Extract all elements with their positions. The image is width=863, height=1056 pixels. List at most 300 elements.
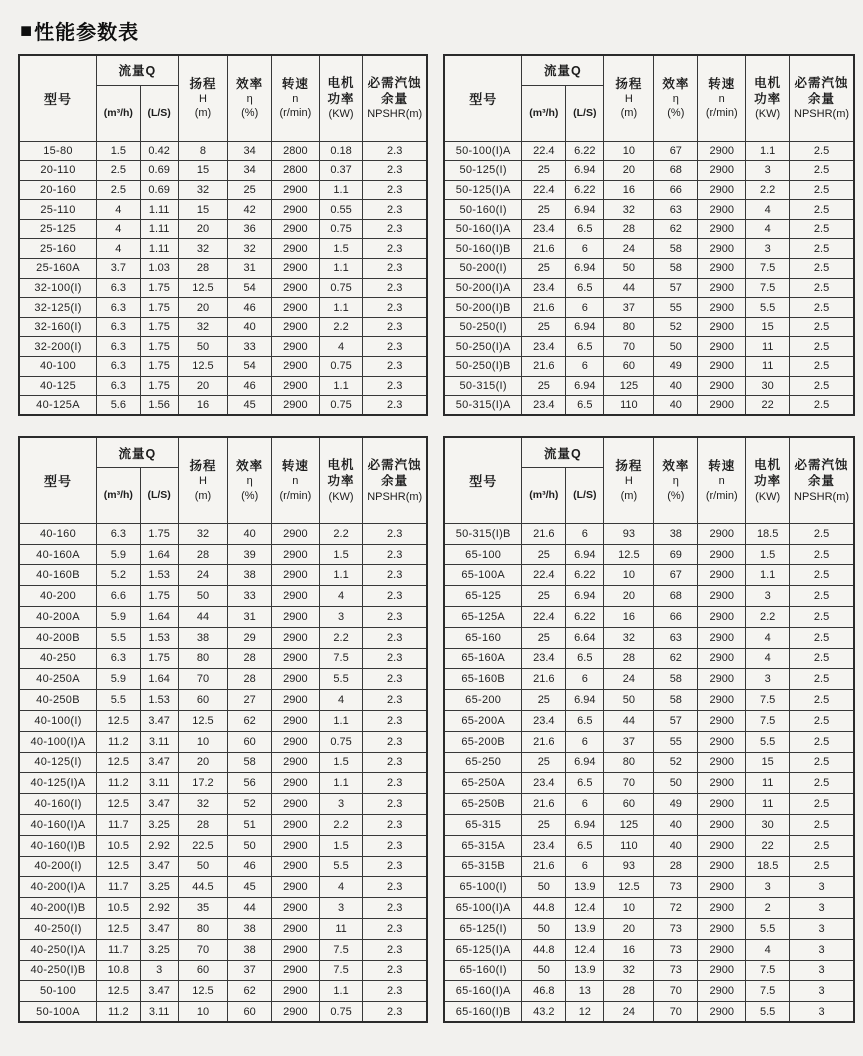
value-cell: 20 — [178, 376, 228, 396]
table-row — [19, 669, 427, 690]
header-line: 效率 — [662, 459, 690, 474]
table-row — [444, 752, 854, 773]
value-cell: 20 — [604, 161, 654, 181]
value-cell: 2.2 — [319, 523, 363, 544]
value-cell: 3.11 — [140, 773, 178, 794]
model-cell: 32-160(I) — [19, 317, 97, 337]
pump-table-bottom-left — [18, 436, 428, 1023]
value-cell: 1.1 — [319, 773, 363, 794]
value-cell: 32 — [178, 794, 228, 815]
value-cell: 110 — [604, 835, 654, 856]
value-cell: 3 — [140, 960, 178, 981]
table-row — [444, 180, 854, 200]
table-row — [19, 731, 427, 752]
value-cell: 24 — [604, 239, 654, 259]
value-cell: 2.3 — [363, 141, 427, 161]
value-cell: 24 — [178, 565, 228, 586]
value-cell: 2900 — [698, 648, 746, 669]
value-cell: 2900 — [272, 396, 320, 416]
table-row — [19, 960, 427, 981]
col-header-speed — [272, 437, 320, 523]
value-cell: 11 — [746, 357, 790, 377]
value-cell: 2.5 — [790, 200, 854, 220]
model-cell: 50-100A — [19, 1002, 97, 1023]
value-cell: 1.1 — [319, 298, 363, 318]
value-cell: 28 — [228, 648, 272, 669]
value-cell: 2.3 — [363, 690, 427, 711]
value-cell: 5.5 — [319, 856, 363, 877]
value-cell: 4 — [746, 648, 790, 669]
value-cell: 25 — [228, 180, 272, 200]
value-cell: 2.3 — [363, 278, 427, 298]
value-cell: 2.3 — [363, 1002, 427, 1023]
table-row — [19, 814, 427, 835]
value-cell: 46 — [228, 856, 272, 877]
value-cell: 2.5 — [97, 180, 141, 200]
table-row — [19, 200, 427, 220]
model-cell: 40-200(I)A — [19, 877, 97, 898]
table-row — [19, 337, 427, 357]
header-line: (m) — [194, 107, 212, 120]
value-cell: 42 — [228, 200, 272, 220]
value-cell: 2900 — [272, 180, 320, 200]
value-cell: 2900 — [272, 565, 320, 586]
value-cell: 1.75 — [140, 648, 178, 669]
value-cell: 2900 — [698, 298, 746, 318]
value-cell: 4 — [746, 627, 790, 648]
model-cell: 65-100(I)A — [444, 898, 522, 919]
value-cell: 5.9 — [97, 544, 141, 565]
header-line: (%) — [667, 489, 685, 502]
model-cell: 65-160 — [444, 627, 522, 648]
value-cell: 5.5 — [746, 298, 790, 318]
col-header-head — [178, 437, 228, 523]
table-row — [444, 337, 854, 357]
value-cell: 2900 — [272, 337, 320, 357]
value-cell: 2.5 — [790, 627, 854, 648]
value-cell: 2.3 — [363, 337, 427, 357]
value-cell: 44 — [228, 898, 272, 919]
value-cell: 2900 — [698, 200, 746, 220]
value-cell: 62 — [654, 219, 698, 239]
value-cell: 17.2 — [178, 773, 228, 794]
col-header-model: 型号 — [444, 437, 522, 523]
value-cell: 2900 — [698, 752, 746, 773]
value-cell: 3.11 — [140, 1002, 178, 1023]
table-row — [444, 648, 854, 669]
value-cell: 22.4 — [522, 565, 566, 586]
value-cell: 2.3 — [363, 357, 427, 377]
value-cell: 6.22 — [566, 565, 604, 586]
model-cell: 20-110 — [19, 161, 97, 181]
model-cell: 65-250B — [444, 794, 522, 815]
value-cell: 2.3 — [363, 731, 427, 752]
value-cell: 25 — [522, 200, 566, 220]
pump-table-top-left — [18, 54, 428, 416]
table-body — [19, 523, 427, 1022]
value-cell: 2900 — [698, 710, 746, 731]
header-line: 功率 — [754, 474, 782, 489]
model-cell: 40-250(I)B — [19, 960, 97, 981]
col-header-head — [604, 55, 654, 141]
model-cell: 50-315(I) — [444, 376, 522, 396]
value-cell: 2.3 — [363, 200, 427, 220]
value-cell: 6.3 — [97, 278, 141, 298]
value-cell: 2.3 — [363, 669, 427, 690]
table-row — [19, 544, 427, 565]
pump-table-top-right — [443, 54, 855, 416]
value-cell: 25 — [522, 690, 566, 711]
value-cell: 1.5 — [319, 239, 363, 259]
value-cell: 2900 — [698, 219, 746, 239]
value-cell: 11 — [746, 794, 790, 815]
value-cell: 63 — [654, 200, 698, 220]
value-cell: 21.6 — [522, 298, 566, 318]
header-line: (r/min) — [705, 107, 738, 120]
value-cell: 13 — [566, 981, 604, 1002]
model-cell: 50-160(I)A — [444, 219, 522, 239]
value-cell: 6.22 — [566, 607, 604, 628]
value-cell: 43.2 — [522, 1002, 566, 1023]
value-cell: 46.8 — [522, 981, 566, 1002]
col-header-flow: 流量Q — [522, 437, 604, 467]
col-header-flow-ls: (L/S) — [566, 467, 604, 523]
value-cell: 80 — [178, 648, 228, 669]
value-cell: 3 — [790, 898, 854, 919]
value-cell: 2900 — [698, 586, 746, 607]
value-cell: 6.3 — [97, 648, 141, 669]
value-cell: 1.1 — [746, 141, 790, 161]
value-cell: 2.5 — [790, 219, 854, 239]
model-cell: 25-160 — [19, 239, 97, 259]
value-cell: 2.2 — [319, 814, 363, 835]
table-body — [444, 141, 854, 415]
value-cell: 2900 — [698, 141, 746, 161]
value-cell: 21.6 — [522, 794, 566, 815]
value-cell: 12.5 — [178, 981, 228, 1002]
value-cell: 12.5 — [604, 544, 654, 565]
value-cell: 1.1 — [319, 981, 363, 1002]
value-cell: 12.5 — [97, 981, 141, 1002]
table-row — [19, 898, 427, 919]
value-cell: 11 — [746, 337, 790, 357]
model-cell: 65-315 — [444, 814, 522, 835]
value-cell: 12.5 — [97, 918, 141, 939]
value-cell: 2900 — [698, 960, 746, 981]
header-line: 电机 — [754, 458, 782, 473]
value-cell: 0.75 — [319, 396, 363, 416]
model-cell: 50-250(I)B — [444, 357, 522, 377]
value-cell: 55 — [654, 298, 698, 318]
value-cell: 2900 — [698, 773, 746, 794]
value-cell: 1.75 — [140, 586, 178, 607]
value-cell: 27 — [228, 690, 272, 711]
value-cell: 21.6 — [522, 856, 566, 877]
table-row — [19, 219, 427, 239]
table-row — [444, 981, 854, 1002]
value-cell: 25 — [522, 627, 566, 648]
value-cell: 4 — [319, 690, 363, 711]
value-cell: 31 — [228, 259, 272, 279]
value-cell: 22.4 — [522, 141, 566, 161]
value-cell: 2.5 — [790, 669, 854, 690]
value-cell: 60 — [604, 794, 654, 815]
value-cell: 3 — [790, 981, 854, 1002]
header-line: (m) — [620, 489, 638, 502]
value-cell: 2.3 — [363, 180, 427, 200]
header-line: NPSHR(m) — [794, 490, 850, 503]
value-cell: 18.5 — [746, 856, 790, 877]
value-cell: 11.7 — [97, 939, 141, 960]
value-cell: 2.3 — [363, 161, 427, 181]
value-cell: 2900 — [272, 357, 320, 377]
value-cell: 12.5 — [178, 710, 228, 731]
value-cell: 3 — [746, 877, 790, 898]
table-row — [444, 731, 854, 752]
model-cell: 40-125(I)A — [19, 773, 97, 794]
value-cell: 6.5 — [566, 396, 604, 416]
value-cell: 70 — [178, 669, 228, 690]
value-cell: 2900 — [698, 835, 746, 856]
value-cell: 5.9 — [97, 607, 141, 628]
table-row — [444, 794, 854, 815]
value-cell: 2900 — [698, 898, 746, 919]
value-cell: 10 — [178, 731, 228, 752]
value-cell: 3.11 — [140, 731, 178, 752]
value-cell: 6.94 — [566, 317, 604, 337]
value-cell: 0.42 — [140, 141, 178, 161]
value-cell: 1.5 — [97, 141, 141, 161]
col-header-speed — [698, 437, 746, 523]
value-cell: 80 — [178, 918, 228, 939]
model-cell: 65-250 — [444, 752, 522, 773]
value-cell: 1.1 — [319, 710, 363, 731]
value-cell: 54 — [228, 357, 272, 377]
header-line: (r/min) — [705, 489, 738, 502]
model-cell: 20-160 — [19, 180, 97, 200]
value-cell: 5.5 — [746, 731, 790, 752]
table-row — [19, 835, 427, 856]
value-cell: 2900 — [272, 960, 320, 981]
value-cell: 46 — [228, 376, 272, 396]
value-cell: 4 — [319, 337, 363, 357]
table-row — [444, 141, 854, 161]
header-line: 扬程 — [615, 459, 643, 474]
value-cell: 2900 — [272, 731, 320, 752]
col-header-npshr — [790, 55, 854, 141]
value-cell: 1.75 — [140, 357, 178, 377]
col-header-efficiency — [654, 437, 698, 523]
value-cell: 2900 — [272, 219, 320, 239]
model-cell: 65-160(I)B — [444, 1002, 522, 1023]
value-cell: 2.5 — [790, 544, 854, 565]
col-header-flow-ls: (L/S) — [140, 467, 178, 523]
value-cell: 0.69 — [140, 161, 178, 181]
model-cell: 40-200 — [19, 586, 97, 607]
model-cell: 65-200 — [444, 690, 522, 711]
header-line: (r/min) — [279, 489, 312, 502]
value-cell: 2.5 — [790, 161, 854, 181]
value-cell: 56 — [228, 773, 272, 794]
header-line: 功率 — [754, 92, 782, 107]
value-cell: 2.5 — [790, 357, 854, 377]
value-cell: 6.94 — [566, 586, 604, 607]
value-cell: 3.25 — [140, 877, 178, 898]
value-cell: 30 — [746, 814, 790, 835]
value-cell: 6 — [566, 523, 604, 544]
value-cell: 2.3 — [363, 565, 427, 586]
value-cell: 54 — [228, 278, 272, 298]
model-cell: 50-125(I)A — [444, 180, 522, 200]
value-cell: 2.92 — [140, 835, 178, 856]
value-cell: 2.3 — [363, 317, 427, 337]
value-cell: 10 — [178, 1002, 228, 1023]
model-cell: 65-200B — [444, 731, 522, 752]
value-cell: 40 — [654, 835, 698, 856]
value-cell: 10.8 — [97, 960, 141, 981]
value-cell: 2900 — [272, 939, 320, 960]
value-cell: 125 — [604, 814, 654, 835]
value-cell: 2.3 — [363, 648, 427, 669]
value-cell: 2900 — [698, 981, 746, 1002]
header-line: n — [718, 475, 725, 488]
value-cell: 46 — [228, 298, 272, 318]
value-cell: 37 — [604, 298, 654, 318]
value-cell: 44.5 — [178, 877, 228, 898]
col-header-head — [604, 437, 654, 523]
value-cell: 50 — [178, 856, 228, 877]
table-row — [19, 627, 427, 648]
header-line: η — [672, 93, 679, 106]
value-cell: 40 — [228, 523, 272, 544]
value-cell: 1.5 — [746, 544, 790, 565]
model-cell: 40-100(I) — [19, 710, 97, 731]
value-cell: 23.4 — [522, 835, 566, 856]
value-cell: 2.3 — [363, 856, 427, 877]
header-line: H — [624, 475, 633, 488]
value-cell: 50 — [178, 586, 228, 607]
value-cell: 6 — [566, 669, 604, 690]
value-cell: 6.22 — [566, 141, 604, 161]
value-cell: 3 — [790, 939, 854, 960]
model-cell: 50-160(I) — [444, 200, 522, 220]
value-cell: 2900 — [698, 376, 746, 396]
value-cell: 93 — [604, 523, 654, 544]
value-cell: 11.7 — [97, 814, 141, 835]
value-cell: 55 — [654, 731, 698, 752]
value-cell: 4 — [319, 877, 363, 898]
value-cell: 32 — [228, 239, 272, 259]
model-cell: 40-160A — [19, 544, 97, 565]
value-cell: 2900 — [698, 337, 746, 357]
model-cell: 25-160A — [19, 259, 97, 279]
value-cell: 4 — [319, 586, 363, 607]
value-cell: 3 — [746, 239, 790, 259]
col-header-efficiency — [654, 55, 698, 141]
value-cell: 2.5 — [790, 396, 854, 416]
value-cell: 62 — [654, 648, 698, 669]
model-cell: 50-315(I)A — [444, 396, 522, 416]
value-cell: 16 — [604, 180, 654, 200]
value-cell: 2.2 — [746, 180, 790, 200]
col-header-flow-m3h: (m³/h) — [97, 467, 141, 523]
value-cell: 2900 — [272, 898, 320, 919]
value-cell: 52 — [654, 317, 698, 337]
value-cell: 22.4 — [522, 180, 566, 200]
header-line: (%) — [241, 489, 259, 502]
col-header-speed — [698, 55, 746, 141]
model-cell: 40-250(I)A — [19, 939, 97, 960]
model-cell: 65-100A — [444, 565, 522, 586]
value-cell: 3.47 — [140, 710, 178, 731]
value-cell: 4 — [746, 939, 790, 960]
value-cell: 70 — [178, 939, 228, 960]
value-cell: 25 — [522, 752, 566, 773]
value-cell: 58 — [228, 752, 272, 773]
value-cell: 50 — [522, 918, 566, 939]
header-line: 功率 — [327, 92, 355, 107]
value-cell: 2900 — [272, 586, 320, 607]
value-cell: 1.1 — [746, 565, 790, 586]
value-cell: 60 — [178, 690, 228, 711]
value-cell: 7.5 — [319, 960, 363, 981]
table-row — [19, 357, 427, 377]
value-cell: 6.5 — [566, 710, 604, 731]
col-header-flow: 流量Q — [97, 437, 179, 467]
value-cell: 50 — [228, 835, 272, 856]
value-cell: 12.4 — [566, 898, 604, 919]
value-cell: 2.3 — [363, 960, 427, 981]
value-cell: 2.3 — [363, 544, 427, 565]
value-cell: 44.8 — [522, 898, 566, 919]
table-row — [19, 607, 427, 628]
value-cell: 2900 — [272, 814, 320, 835]
header-line: NPSHR(m) — [367, 490, 423, 503]
table-row — [19, 565, 427, 586]
model-cell: 40-200(I) — [19, 856, 97, 877]
col-header-flow-m3h: (m³/h) — [522, 85, 566, 141]
value-cell: 7.5 — [746, 690, 790, 711]
value-cell: 38 — [228, 939, 272, 960]
value-cell: 2900 — [272, 856, 320, 877]
col-header-npshr — [363, 55, 427, 141]
value-cell: 7.5 — [746, 981, 790, 1002]
table-header — [444, 55, 854, 141]
value-cell: 32 — [604, 200, 654, 220]
value-cell: 1.1 — [319, 376, 363, 396]
value-cell: 2900 — [272, 648, 320, 669]
model-cell: 50-125(I) — [444, 161, 522, 181]
header-line: H — [199, 93, 207, 106]
value-cell: 5.5 — [746, 918, 790, 939]
value-cell: 7.5 — [746, 960, 790, 981]
value-cell: 1.11 — [140, 200, 178, 220]
value-cell: 20 — [604, 586, 654, 607]
value-cell: 21.6 — [522, 357, 566, 377]
value-cell: 2.5 — [790, 565, 854, 586]
col-header-model: 型号 — [19, 437, 97, 523]
value-cell: 6.6 — [97, 586, 141, 607]
section-marker-icon: ■ — [20, 19, 34, 42]
value-cell: 13.9 — [566, 960, 604, 981]
value-cell: 73 — [654, 918, 698, 939]
table-row — [19, 161, 427, 181]
value-cell: 2.3 — [363, 523, 427, 544]
model-cell: 65-100(I) — [444, 877, 522, 898]
value-cell: 32 — [178, 239, 228, 259]
value-cell: 45 — [228, 396, 272, 416]
value-cell: 2900 — [698, 239, 746, 259]
